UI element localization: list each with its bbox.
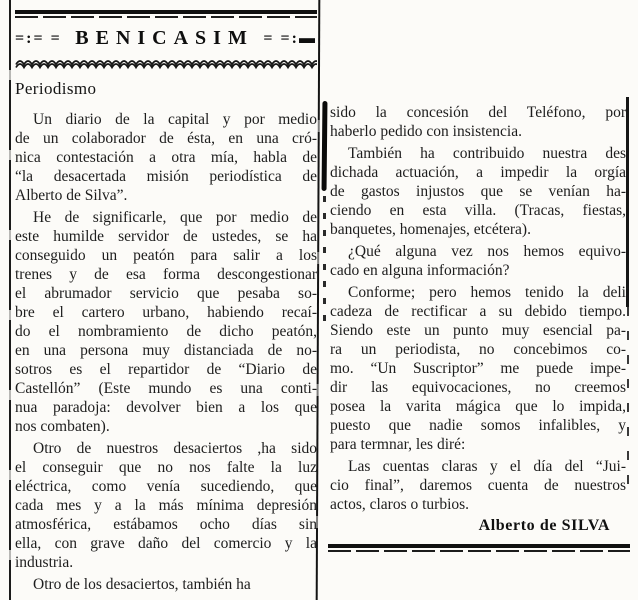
text-line: este humilde servidor de ustedes, se ha — [15, 228, 317, 245]
top-rule — [15, 10, 317, 14]
top-rule-thin — [15, 16, 317, 18]
text-line: ella, con grave daño del comercio y la — [15, 535, 317, 552]
text-line: do el nombramiento de dicho peatón, — [15, 323, 317, 340]
masthead-decoration-left: =:= = — [15, 29, 62, 47]
divider-ink-blot — [322, 101, 328, 191]
text-line: dir las equivocaciones, no creemos — [330, 379, 626, 396]
paragraph — [15, 110, 317, 205]
text-line: nica contestación a otra mía, habla de — [15, 149, 317, 166]
text-line: Las cuentas claras y el día del “Jui- — [348, 458, 626, 475]
masthead-title-row — [15, 27, 317, 50]
text-line: He de significarle, que por medio de — [33, 209, 317, 226]
text-line: para termnar, les diré: — [330, 436, 466, 453]
bottom-rule — [328, 544, 630, 548]
page-border-left — [9, 0, 11, 600]
text-line: cadeza de rectificar a su debido tiempo. — [330, 303, 626, 320]
paragraph — [15, 575, 317, 594]
text-line: bre el cartero urbano, habiendo recaí- — [15, 304, 317, 321]
right-column-text — [330, 103, 626, 514]
text-line: ra un periodista, no concebimos co- — [330, 341, 626, 358]
text-line: eléctrica, como venía sucediendo, que — [15, 478, 317, 495]
divider-ink-blot-tail — [323, 196, 326, 321]
text-line: cado en alguna información? — [330, 262, 510, 279]
text-line: Alberto de Silva”. — [15, 187, 128, 204]
text-line: Siendo este un punto muy esencial pa- — [330, 322, 626, 339]
text-line: nua paradoja: devolver bien a los que — [15, 399, 317, 416]
masthead-title: BENICASIM — [75, 27, 254, 49]
text-line: También ha contribuido nuestra des — [348, 145, 626, 162]
text-line: nos combaten). — [15, 418, 110, 435]
text-line: puesto que nadie somos infalibles, y — [330, 417, 626, 434]
text-line: sido la concesión del Teléfono, por — [330, 104, 626, 121]
signature: Alberto de SILVA — [478, 517, 610, 534]
text-line: Otro de los desaciertos, también ha — [33, 576, 251, 593]
paragraph — [330, 242, 626, 280]
paragraph — [330, 103, 626, 141]
text-line: Conforme; pero hemos tenido la deli — [348, 284, 626, 301]
text-line: posea la varita mágica que lo impida, — [330, 398, 626, 415]
text-line: el conseguir que no nos falte la luz — [15, 459, 317, 476]
text-line: de gastos injustos que se venían ha- — [330, 183, 626, 200]
text-line: Castellón” (Este mundo es una conti- — [15, 380, 317, 397]
text-line: industria. — [15, 554, 74, 571]
text-line: ciendo en esta villa. (Tracas, fiestas, — [330, 202, 626, 219]
page-border-right — [626, 97, 629, 307]
text-line: actos, claros o turbios. — [330, 496, 470, 513]
paragraph — [330, 283, 626, 454]
text-line: atmosférica, estábamos ocho días sin — [15, 516, 317, 533]
right-column — [330, 103, 626, 552]
text-line: en una persona muy distanciada de no- — [15, 342, 317, 359]
paragraph — [330, 457, 626, 514]
wavy-divider-icon — [15, 57, 317, 70]
text-line: conseguido un peatón para salir a los — [15, 247, 317, 264]
text-line: banquetes, homenajes, etcétera). — [330, 221, 531, 238]
masthead-decoration-right: = =:▬ — [263, 29, 317, 47]
text-line: Un diario de la capital y por medio — [33, 111, 317, 128]
paragraph — [15, 439, 317, 572]
page-border-right-faded — [627, 307, 629, 487]
text-line: cio final”, daremos cuenta de nuestros — [330, 477, 626, 494]
text-line: sotros es el repartidor de “Diario de — [15, 361, 317, 378]
text-line: dichada actuación, a impedir la orgía — [330, 164, 626, 181]
bottom-rule-thin — [328, 550, 630, 552]
text-line: trenes y de esa forma descongestionar — [15, 266, 317, 283]
text-line: cada mes y a la más mínima depresión — [15, 497, 317, 514]
paragraph — [330, 144, 626, 239]
text-line: haberlo pedido con insistencia. — [330, 123, 522, 140]
paragraph — [15, 208, 317, 436]
text-line: “la desacertada misión periodística de — [15, 168, 317, 185]
section-heading: Periodismo — [15, 79, 97, 98]
text-line: Otro de nuestros desaciertos ,ha sido — [33, 440, 317, 457]
left-column-text — [15, 110, 317, 594]
text-line: el abrumador servicio que pesaba so- — [15, 285, 317, 302]
text-line: de un colaborador de ésta, en una cró- — [15, 130, 317, 147]
text-line: mo. “Un Suscriptor” me puede impe- — [330, 360, 626, 377]
text-line: ¿Qué alguna vez nos hemos equivo- — [348, 243, 626, 260]
left-column — [15, 10, 317, 597]
masthead — [15, 10, 317, 99]
